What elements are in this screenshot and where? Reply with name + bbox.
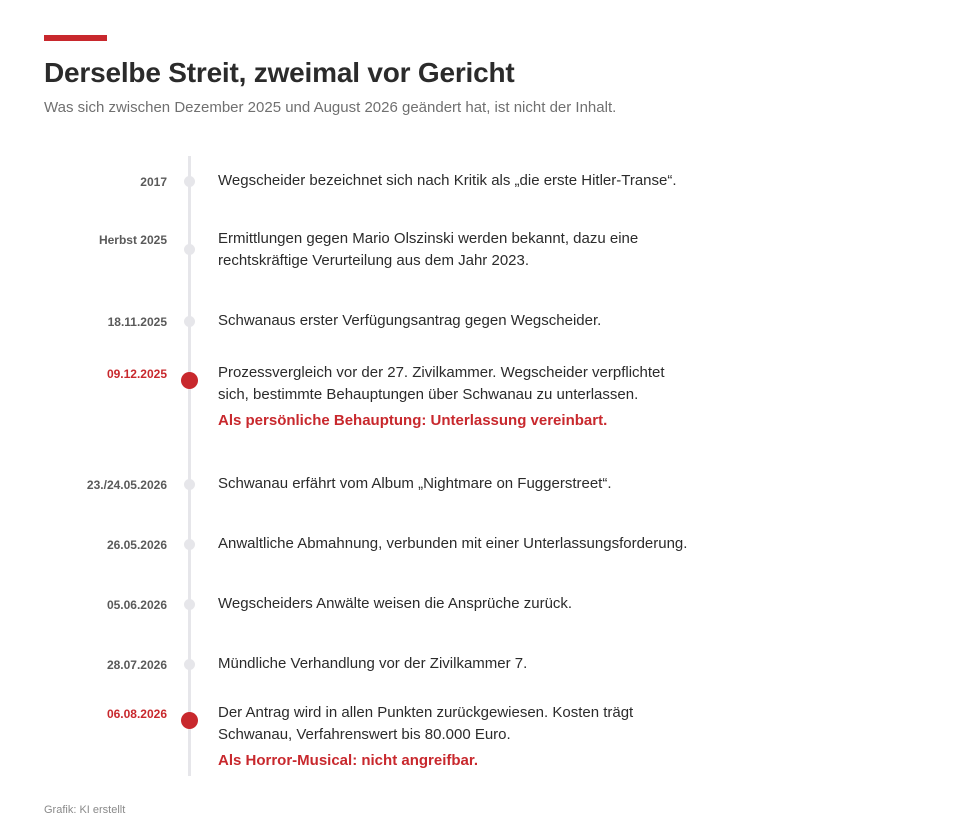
event-text: Schwanaus erster Verfügungsantrag gegen Wegscheider. bbox=[218, 312, 602, 329]
accent-bar bbox=[44, 35, 107, 41]
timeline-marker bbox=[184, 599, 195, 610]
event-date: 2017 bbox=[140, 175, 167, 189]
timeline-marker bbox=[184, 539, 195, 550]
event-date: 18.11.2025 bbox=[107, 315, 167, 329]
event-verdict-note: Als persönliche Behauptung: Unterlassung vereinbart. bbox=[218, 412, 608, 429]
event-text: Der Antrag wird in allen Punkten zurückgewiesen. Kosten trägt Schwanau, Verfahrenswert bis 80.000 Euro. bbox=[218, 704, 634, 743]
event-text: Schwanau erfährt vom Album „Nightmare on Fuggerstreet“. bbox=[218, 475, 612, 492]
event-description bbox=[218, 653, 688, 675]
timeline-marker bbox=[184, 244, 195, 255]
event-date: 26.05.2026 bbox=[106, 538, 167, 552]
event-description bbox=[218, 362, 688, 432]
event-description bbox=[218, 310, 688, 332]
event-text: Wegscheiders Anwälte weisen die Ansprüche zurück. bbox=[218, 595, 573, 612]
event-description bbox=[218, 533, 688, 555]
event-text: Ermittlungen gegen Mario Olszinski werden bekannt, dazu eine rechtskräftige Verurteilung aus dem Jahr 2023. bbox=[218, 230, 639, 269]
page-title: Derselbe Streit, zweimal vor Gericht bbox=[44, 57, 515, 88]
footer-credit: Grafik: KI erstellt bbox=[44, 804, 126, 816]
event-verdict-note: Als Horror-Musical: nicht angreifbar. bbox=[218, 752, 479, 769]
event-text: Anwaltliche Abmahnung, verbunden mit einer Unterlassungsforderung. bbox=[218, 535, 688, 552]
timeline-marker-highlight bbox=[181, 712, 198, 729]
timeline-marker bbox=[184, 176, 195, 187]
event-date: 23./24.05.2026 bbox=[86, 478, 167, 492]
event-date: 05.06.2026 bbox=[106, 598, 167, 612]
event-text: Mündliche Verhandlung vor der Zivilkammer 7. bbox=[218, 655, 528, 672]
event-text: Wegscheider bezeichnet sich nach Kritik als „die erste Hitler-Transe“. bbox=[218, 172, 677, 189]
event-description bbox=[218, 228, 688, 272]
event-description bbox=[218, 593, 688, 615]
timeline-marker bbox=[184, 479, 195, 490]
timeline-marker bbox=[184, 316, 195, 327]
event-date: Herbst 2025 bbox=[98, 233, 167, 247]
timeline-marker bbox=[184, 659, 195, 670]
event-description bbox=[218, 170, 688, 192]
event-description bbox=[218, 473, 688, 495]
event-date: 28.07.2026 bbox=[106, 658, 167, 672]
event-date: 09.12.2025 bbox=[106, 367, 167, 381]
event-date: 06.08.2026 bbox=[106, 707, 167, 721]
event-text: Prozessvergleich vor der 27. Zivilkammer. Wegscheider verpflichtet sich, bestimmte Behauptungen über Schwanau zu unterlassen. bbox=[218, 364, 665, 403]
timeline-marker-highlight bbox=[181, 372, 198, 389]
page-subtitle: Was sich zwischen Dezember 2025 und August 2026 geändert hat, ist nicht der Inhalt. bbox=[44, 99, 617, 116]
event-description bbox=[218, 702, 688, 772]
